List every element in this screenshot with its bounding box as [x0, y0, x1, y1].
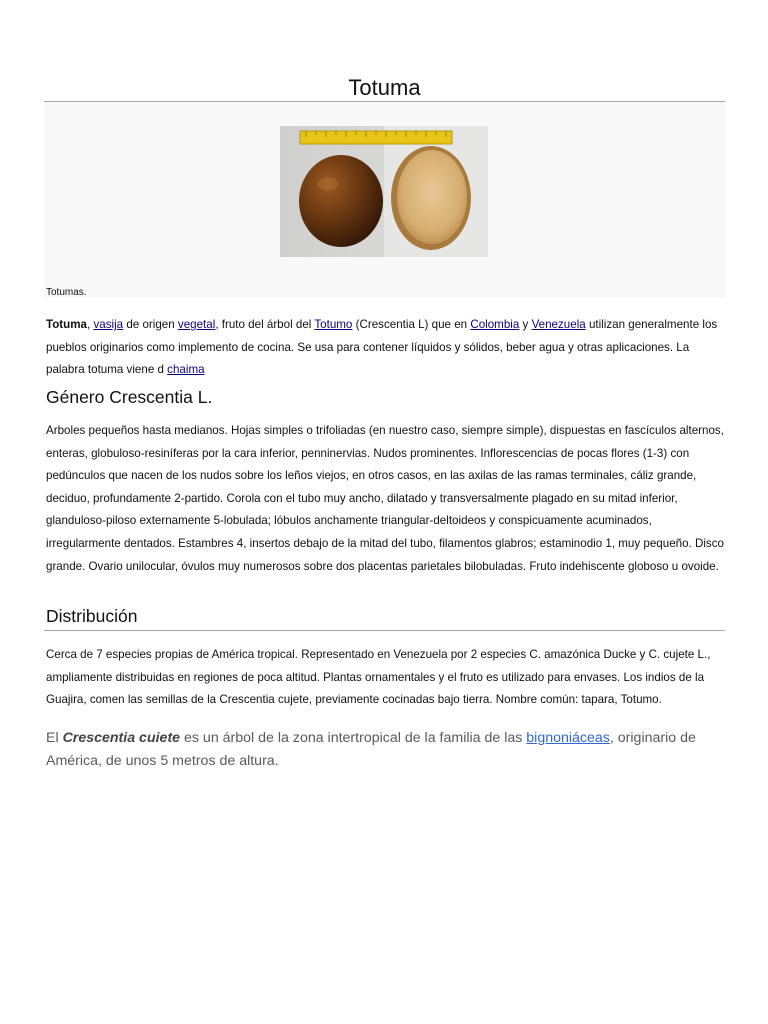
link-colombia[interactable]: Colombia — [470, 318, 520, 331]
totumas-image — [280, 126, 488, 257]
intro-term: Totuma — [46, 318, 88, 331]
link-vasija[interactable]: vasija — [93, 318, 124, 331]
link-venezuela[interactable]: Venezuela — [531, 318, 586, 331]
section-divider — [44, 630, 725, 631]
totumas-photo[interactable] — [280, 126, 488, 257]
cuiete-paragraph: El Crescentia cuiete es un árbol de la zona intertropical de la familia de las bignoniáceas, originario de América, de unos 5 metros de altura. — [46, 730, 696, 769]
page-title: Totuma — [348, 75, 421, 100]
heading-distribucion: Distribución — [46, 606, 138, 626]
link-bignoniaceas[interactable]: bignoniáceas — [526, 730, 610, 746]
link-vegetal[interactable]: vegetal — [177, 318, 216, 331]
heading-genero: Género Crescentia L. — [46, 387, 213, 407]
intro-paragraph: Totuma, vasija de origen vegetal, fruto del árbol del Totumo (Crescentia L) que en Colombia y Venezuela utilizan generalmente los pueblos originarios como implemento de cocina. Se usa para contener líquidos y sólidos, beber agua y otras aplicaciones. La palabra totuma viene d chaima — [46, 318, 718, 377]
link-totumo[interactable]: Totumo — [314, 318, 353, 331]
genero-paragraph: Arboles pequeños hasta medianos. Hojas simples o trifoliadas (en nuestro caso, siempre simple), dispuestas en fascículos alternos, enteras, globuloso-resiníferas por la cara inferior, penninervias. Nudos prominentes. Inflorescencias de pocas flores (1-3) con pedúnculos que nacen de los nudos sobre los leños viejos, en otros casos, en las axilas de las ramas terminales, cáliz grande, deciduo, profundamente 2-partido. Corola con el tubo muy ancho, dilatado y transversalmente plagado en su mitad inferior, glanduloso-piloso externamente 5-lobulada; lóbulos anchamente triangular-deltoideos y conspicuamente acuminados, irregularmente dentados. Estambres 4, insertos debajo de la mitad del tubo, filamentos glabros; estaminodio 1, muy pequeño. Disco grande. Ovario unilocular, óvulos muy numerosos sobre dos placentas parietales bilobuladas. Fruto indehiscente globoso u ovoide. — [46, 424, 724, 573]
figure-caption: Totumas. — [46, 287, 87, 298]
infobox-figure — [44, 102, 725, 298]
cuiete-term: Crescentia cuiete — [62, 730, 181, 746]
link-chaima[interactable]: chaima — [167, 363, 205, 377]
distribucion-paragraph: Cerca de 7 especies propias de América tropical. Representado en Venezuela por 2 especies C. amazónica Ducke y C. cujete L., ampliamente distribuidas en regiones de poca altitud. Plantas ornamentales y el fruto es utilizado para envases. Los indios de la Guajira, comen las semillas de la Crescentia cujete, previamente cocinadas bajo tierra. Nombre común: tapara, Totumo. — [46, 648, 711, 707]
